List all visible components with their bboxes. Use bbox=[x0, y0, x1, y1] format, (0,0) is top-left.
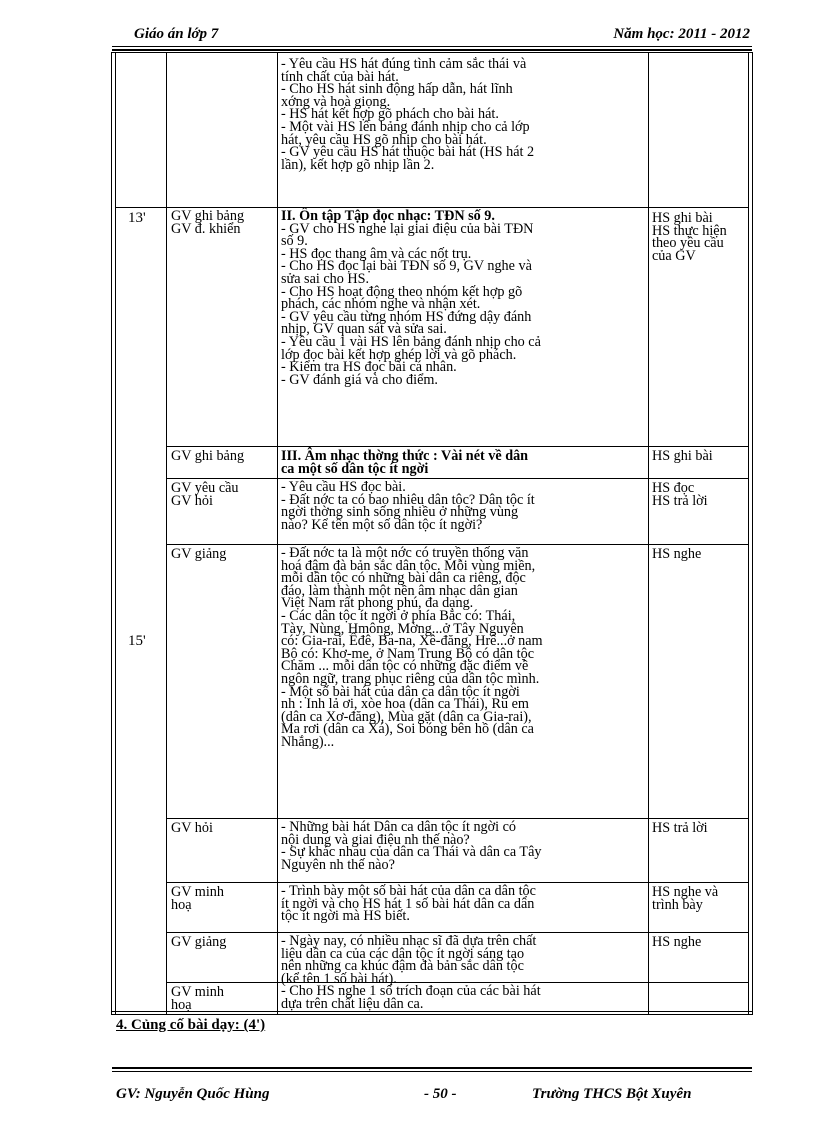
text-line: HS ghi bài bbox=[652, 448, 713, 464]
text-line: HS thực hiện bbox=[652, 222, 727, 239]
text-line: GV minh bbox=[171, 884, 224, 900]
text-line: - Ngày nay, có nhiều nhạc sĩ đã dựa trên chất bbox=[281, 933, 537, 949]
text-line: - Yêu cầu 1 vài HS lên bảng đánh nhịp cho cả bbox=[281, 333, 541, 350]
text-line: mỗi dân tộc có những bài dân ca riêng, độc bbox=[281, 570, 526, 587]
teacher-activity-cell bbox=[171, 936, 226, 949]
teacher-activity-cell bbox=[171, 886, 224, 911]
content-cell bbox=[281, 935, 536, 985]
text-line: Nguyên nh thế nào? bbox=[281, 856, 395, 873]
text-line: - GV cho HS nghe lại giai điệu của bài TĐN bbox=[281, 220, 534, 237]
footer-rule bbox=[112, 1071, 752, 1072]
footer-school: Trường THCS Bột Xuyên bbox=[532, 1086, 692, 1102]
header-subject: Giáo án lớp 7 bbox=[134, 26, 219, 42]
text-line: HS trả lời bbox=[652, 492, 708, 509]
content-cell bbox=[281, 481, 535, 531]
text-line: - Trình bày một số bài hát của dân ca dân tộc bbox=[281, 883, 536, 899]
text-line: theo yêu cầu bbox=[652, 235, 724, 252]
table-row-divider bbox=[166, 478, 748, 479]
text-line: - GV yêu cầu từng nhóm HS đứng dậy đánh bbox=[281, 308, 532, 325]
header-school-year: Năm học: 2011 - 2012 bbox=[613, 26, 750, 42]
section-heading: ca một số dân tộc ít ngời bbox=[281, 460, 429, 477]
text-line: HS nghe bbox=[652, 546, 702, 562]
text-line: GV giảng bbox=[171, 934, 227, 950]
text-line: tính chất của bài hát. bbox=[281, 68, 399, 85]
student-activity-cell bbox=[652, 936, 701, 949]
text-line: hoá đậm đà bản sắc dân tộc. Mỗi vùng miền, bbox=[281, 557, 536, 574]
student-activity-cell bbox=[652, 482, 708, 507]
text-line: xớng và hoà giọng. bbox=[281, 93, 391, 110]
content-cell bbox=[281, 821, 541, 871]
text-line: lớp đọc bài kết hợp ghép lời và gõ phách. bbox=[281, 346, 517, 363]
text-line: liệu dân ca của các dân tộc ít ngời sáng tạo bbox=[281, 945, 525, 962]
text-line: - HS hát kết hợp gõ phách cho bài hát. bbox=[281, 106, 499, 123]
text-line: HS nghe bbox=[652, 934, 702, 950]
text-line: - Yêu cầu HS đọc bài. bbox=[281, 479, 406, 495]
table-col-divider-content bbox=[648, 52, 649, 1015]
text-line: - Đất nớc ta là một nớc có truyền thống văn bbox=[281, 545, 529, 561]
table-col-divider-time bbox=[166, 52, 167, 1015]
text-line: đáo, làm thành một nền âm nhạc dân gian bbox=[281, 582, 518, 599]
page-header bbox=[112, 24, 752, 46]
text-line: của GV bbox=[652, 247, 696, 264]
table-row-divider bbox=[115, 207, 748, 208]
text-line: nhịp, GV quan sát và sửa sai. bbox=[281, 321, 447, 338]
teacher-activity-cell bbox=[171, 482, 239, 507]
text-line: nên những ca khúc đậm đà bản sắc dân tộc bbox=[281, 958, 524, 975]
text-line: ít ngời và cho HS hát 1 số bài hát dân ca dân bbox=[281, 895, 535, 912]
text-line: GV giảng bbox=[171, 546, 227, 562]
text-line: GV yêu cầu bbox=[171, 480, 239, 496]
text-line: có: Gia-rai, Êđê, Ba-na, Xê-đăng, Hrê...ở nam bbox=[281, 633, 543, 650]
section-heading: II. Ôn tập Tập đọc nhạc: TĐN số 9. bbox=[281, 208, 495, 224]
text-line: GV ghi bảng bbox=[171, 448, 245, 464]
text-line: (dân ca Xơ-đăng), Mùa gặt (dân ca Gia-rai), bbox=[281, 708, 532, 725]
text-line: - Một số bài hát của dân ca dân tộc ít ngời bbox=[281, 683, 520, 700]
text-line: - GV yêu cầu HS hát thuộc bài hát (HS hát 2 bbox=[281, 144, 535, 161]
table-row-divider bbox=[166, 932, 748, 933]
page-number: - 50 - bbox=[424, 1086, 457, 1102]
teacher-activity-cell bbox=[171, 986, 224, 1011]
text-line: trình bày bbox=[652, 896, 703, 913]
text-line: - HS đọc thang âm và các nốt trụ. bbox=[281, 245, 472, 262]
text-line: GV hỏi bbox=[171, 820, 213, 836]
content-cell bbox=[281, 58, 534, 171]
text-line: nội dung và giai điệu nh thế nào? bbox=[281, 831, 470, 848]
student-activity-cell bbox=[652, 450, 713, 463]
text-line: Ma rơi (dân ca Xá), Soi bóng bên hồ (dân ca bbox=[281, 721, 534, 738]
text-line: - Cho HS đọc lại bài TĐN số 9, GV nghe và bbox=[281, 258, 532, 275]
text-line: nào? Kể tên một số dân tộc ít ngời? bbox=[281, 516, 483, 533]
text-line: ngôn ngữ, trang phục riêng của dân tộc mình. bbox=[281, 670, 540, 687]
text-line: Nhắng)... bbox=[281, 733, 335, 750]
text-line: - Cho HS nghe 1 số trích đoạn của các bài hát bbox=[281, 983, 541, 999]
text-line: - Một vài HS lên bảng đánh nhịp cho cả lớp bbox=[281, 118, 530, 135]
text-line: hát, yêu cầu HS gõ nhịp cho bài hát. bbox=[281, 131, 487, 148]
text-line: Tày, Nùng, Hmông, Mờng...ở Tây Nguyên bbox=[281, 620, 524, 637]
text-line: - Cho HS hoạt động theo nhóm kết hợp gõ bbox=[281, 283, 523, 300]
student-activity-cell bbox=[652, 212, 727, 262]
text-line: Bộ có: Khơ-me, ở Nam Trung Bộ có dân tộc bbox=[281, 645, 535, 662]
text-line: Việt Nam rất phong phú, đa dạng. bbox=[281, 595, 474, 612]
text-line: - Những bài hát Dân ca dân tộc ít ngời có bbox=[281, 819, 517, 835]
text-line: HS trả lời bbox=[652, 820, 708, 836]
table-row-divider bbox=[166, 982, 748, 983]
text-line: lần), kết hợp gõ nhịp lần 2. bbox=[281, 156, 435, 173]
text-line: nh : Inh lả ơi, xòe hoa (dân ca Thái), Ru em bbox=[281, 696, 529, 713]
footer-teacher: GV: Nguyễn Quốc Hùng bbox=[116, 1086, 270, 1102]
text-line: sửa sai cho HS. bbox=[281, 270, 370, 287]
table-row-divider bbox=[166, 818, 748, 819]
section-heading: III. Âm nhạc thờng thức : Vài nét về dân bbox=[281, 448, 529, 464]
table-row-divider bbox=[166, 544, 748, 545]
text-line: GV hỏi bbox=[171, 492, 213, 509]
content-cell bbox=[281, 985, 541, 1010]
text-line: HS nghe và bbox=[652, 884, 719, 900]
table-border-inner-right bbox=[748, 52, 749, 1015]
teacher-activity-cell bbox=[171, 210, 244, 235]
table-border-inner-left bbox=[115, 52, 116, 1015]
text-line: - GV đánh giá và cho điểm. bbox=[281, 371, 438, 388]
table-row-divider bbox=[166, 882, 748, 883]
text-line: - Kiểm tra HS đọc bài cá nhân. bbox=[281, 359, 457, 376]
table-col-divider-teacher bbox=[277, 52, 278, 1015]
text-line: HS ghi bài bbox=[652, 210, 713, 226]
text-line: ngời thờng sinh sống nhiều ở những vùng bbox=[281, 504, 519, 521]
text-line: - Yêu cầu HS hát đúng tình cảm sắc thái và bbox=[281, 56, 527, 72]
text-line: hoạ bbox=[171, 996, 192, 1013]
text-line: - Cho HS hát sinh động hấp dẫn, hát lĩnh bbox=[281, 81, 513, 98]
text-line: tộc ít ngời mà HS biết. bbox=[281, 908, 410, 925]
section-heading-consolidation: 4. Củng cố bài dạy: (4') bbox=[116, 1017, 266, 1033]
student-activity-cell bbox=[652, 822, 708, 835]
student-activity-cell bbox=[652, 548, 701, 561]
footer-rule-thick bbox=[112, 1067, 752, 1069]
text-line: - Sự khác nhau của dân ca Thái và dân ca Tây bbox=[281, 844, 542, 861]
text-line: - Đất nớc ta có bao nhiêu dân tộc? Dân tộc ít bbox=[281, 491, 535, 508]
text-line: Chăm ... mỗi dân tộc có những đặc điểm về bbox=[281, 658, 529, 675]
text-line: GV ghi bảng bbox=[171, 208, 245, 224]
content-cell bbox=[281, 547, 543, 749]
content-cell bbox=[281, 885, 536, 923]
text-line: (kể tên 1 số bài hát). bbox=[281, 970, 397, 987]
text-line: số 9. bbox=[281, 233, 308, 250]
content-cell bbox=[281, 210, 541, 386]
table-row-divider bbox=[166, 446, 748, 447]
student-activity-cell bbox=[652, 886, 718, 911]
text-line: HS đọc bbox=[652, 480, 695, 496]
teacher-activity-cell bbox=[171, 822, 213, 835]
text-line: GV minh bbox=[171, 984, 224, 1000]
text-line: phách, các nhóm nghe và nhận xét. bbox=[281, 296, 481, 313]
content-cell bbox=[281, 450, 528, 475]
text-line: hoạ bbox=[171, 896, 192, 913]
teacher-activity-cell bbox=[171, 548, 226, 561]
text-line: GV đ. khiển bbox=[171, 220, 241, 237]
header-rule-thick bbox=[112, 49, 752, 51]
time-cell: 15' bbox=[128, 633, 146, 649]
time-cell: 13' bbox=[128, 210, 146, 226]
text-line: - Các dân tộc ít ngời ở phía Bắc có: Thái, bbox=[281, 607, 516, 624]
header-rule bbox=[112, 46, 752, 47]
page-footer bbox=[112, 1080, 752, 1104]
teacher-activity-cell bbox=[171, 450, 244, 463]
text-line: dựa trên chất liệu dân ca. bbox=[281, 995, 424, 1012]
